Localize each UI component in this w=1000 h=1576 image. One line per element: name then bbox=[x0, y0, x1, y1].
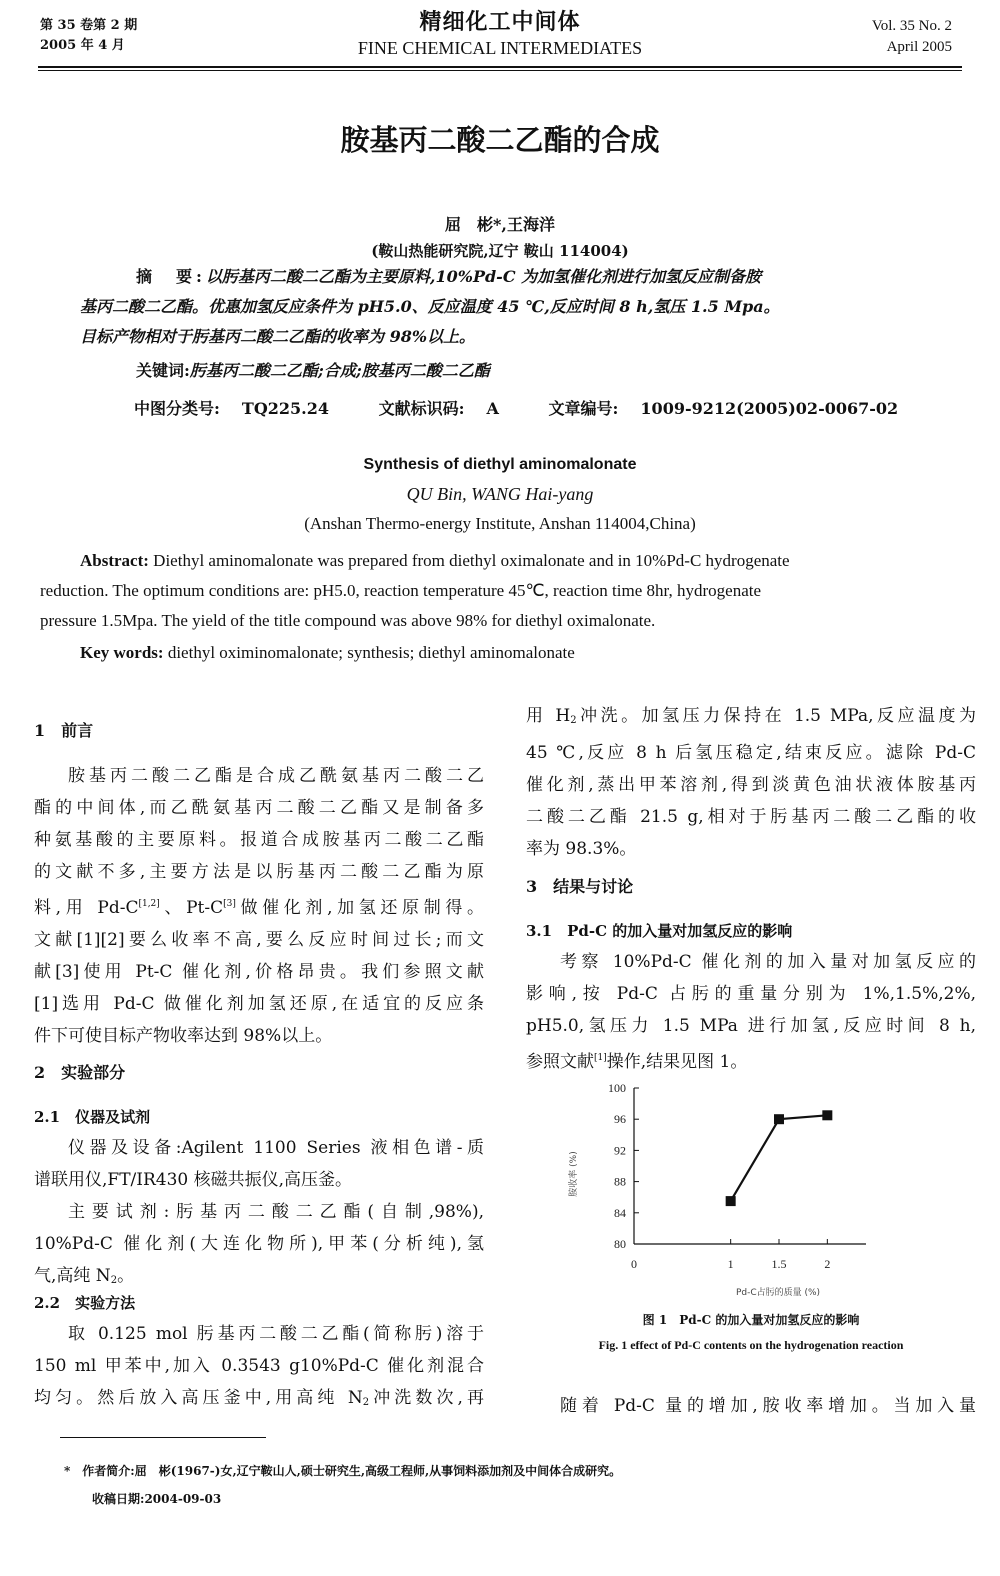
x-tick-label: 0 bbox=[631, 1257, 637, 1271]
section-2-2-heading: 2.2 实验方法 bbox=[34, 1294, 136, 1312]
data-point-marker bbox=[822, 1110, 832, 1120]
abstract-cn-label: 摘 要: bbox=[136, 267, 206, 286]
classification-line bbox=[134, 396, 942, 419]
x-tick-label: 2 bbox=[824, 1257, 831, 1271]
header-rule-thin bbox=[38, 70, 962, 71]
clc-number: 中图分类号: TQ225.24 bbox=[134, 399, 329, 418]
pd-c-amount-paragraph: 考察 10%Pd-C 催化剂的加入量对加氢反应的 影响,按 Pd-C 占肟的重量分别为 1%,1.5%,2%, pH5.0,氢压力 1.5 MPa 进行加氢,反应时间 8 h, 参照文献[1]操作,结果见图 1。 bbox=[526, 952, 976, 1072]
y-tick-label: 80 bbox=[614, 1237, 626, 1251]
header-date-en: April 2005 bbox=[886, 39, 952, 55]
abstract-en-line-2: reduction. The optimum conditions are: pH5.0, reaction temperature 45℃, reaction time 8hr, hydrogenate bbox=[40, 581, 762, 600]
authors-en: QU Bin, WANG Hai-yang bbox=[406, 484, 594, 504]
paper-title-en: Synthesis of diethyl aminomalonate bbox=[363, 456, 637, 473]
section-3-heading: 3 结果与讨论 bbox=[526, 877, 634, 896]
y-tick-label: 88 bbox=[614, 1174, 626, 1189]
figure-1-chart bbox=[560, 1076, 880, 1308]
intro-paragraph: 胺基丙二酸二乙酯是合成乙酰氨基丙二酸二乙 酯的中间体,而乙酰氨基丙二酸二乙酯又是制备多 种氨基酸的主要原料。报道合成胺基丙二酸二乙酯 的文献不多,主要方法是以肟基丙二酸二乙酯为原 料,用 Pd-C[1,2]、Pt-C[3]做催化剂,加氢还原制得。 文献[1][2]要么收率不高,要么反应时间过长;而文 献[3]使用 Pt-C 催化剂,价格昂贵。我们参照文献 [1]选用 Pd-C 做催化剂加氢还原,在适宜的反应条 件下可使目标产物收率达到 98%以上。 bbox=[34, 766, 484, 1046]
footnote-rule bbox=[60, 1437, 266, 1438]
section-1-heading: 1 前言 bbox=[34, 721, 94, 740]
chart-y-axis-label: 胺收率 (%) bbox=[569, 1151, 579, 1197]
header-volume-issue bbox=[40, 16, 137, 56]
header-date-cn: 2005 年 4 月 bbox=[40, 38, 125, 53]
keywords-cn: 关键词:肟基丙二酸二乙酯;合成;胺基丙二酸二乙酯 bbox=[136, 361, 490, 380]
header-rule-thick bbox=[38, 66, 962, 68]
y-tick-label: 100 bbox=[608, 1081, 626, 1095]
keywords-en-label: Key words: bbox=[80, 643, 164, 662]
chart-x-axis-label: Pd-C占肟的质量 (%) bbox=[735, 1288, 821, 1298]
x-tick-label: 1 bbox=[727, 1257, 734, 1271]
keywords-en: Key words: diethyl oximinomalonate; synthesis; diethyl aminomalonate bbox=[80, 643, 575, 662]
y-tick-label: 96 bbox=[614, 1112, 626, 1127]
document-code: 文献标识码: A bbox=[378, 399, 499, 418]
abstract-en-line-3: pressure 1.5Mpa. The yield of the title compound was above 98% for diethyl oximalonate. bbox=[40, 611, 656, 630]
section-2-heading: 2 实验部分 bbox=[34, 1063, 126, 1082]
header-vol-en: Vol. 35 No. 2 bbox=[871, 18, 952, 34]
abstract-en-line-1: Abstract: Diethyl aminomalonate was prepared from diethyl oximalonate and in 10%Pd-C hydrogenate bbox=[80, 551, 790, 570]
affiliation-en: (Anshan Thermo-energy Institute, Anshan 114004,China) bbox=[304, 514, 696, 533]
discussion-paragraph: 随着 Pd-C 量的增加,胺收率增加。当加入量 bbox=[560, 1396, 976, 1416]
figure-1-caption-en: Fig. 1 effect of Pd-C contents on the hydrogenation reaction bbox=[598, 1338, 904, 1352]
article-number: 文章编号: 1009-9212(2005)02-0067-02 bbox=[548, 399, 899, 418]
journal-name-cn: 精细化工中间体 bbox=[419, 9, 581, 35]
affiliation-cn: (鞍山热能研究院,辽宁 鞍山 114004) bbox=[371, 242, 629, 260]
received-date-footnote: 收稿日期:2004-09-03 bbox=[92, 1492, 222, 1506]
section-3-1-heading: 3.1 Pd-C 的加入量对加氢反应的影响 bbox=[526, 922, 793, 940]
x-tick-label: 1.5 bbox=[771, 1257, 787, 1271]
journal-name-en: FINE CHEMICAL INTERMEDIATES bbox=[357, 38, 643, 58]
series-line bbox=[731, 1115, 828, 1201]
abstract-cn-line-2: 基丙二酸二乙酯。优惠加氢反应条件为 pH5.0、反应温度 45 ℃,反应时间 8 h,氢压 1.5 Mpa。 bbox=[80, 297, 780, 316]
abstract-en-label: Abstract: bbox=[80, 551, 149, 570]
section-2-1-heading: 2.1 仪器及试剂 bbox=[34, 1108, 151, 1126]
paper-title-cn: 胺基丙二酸二乙酯的合成 bbox=[340, 123, 660, 157]
header-journal bbox=[300, 8, 700, 60]
abstract-cn-line-3: 目标产物相对于肟基丙二酸二乙酯的收率为 98%以上。 bbox=[80, 327, 476, 346]
method-paragraph: 取 0.125 mol 肟基丙二酸二乙酯(简称肟)溶于 150 ml 甲苯中,加入 0.3543 g10%Pd-C 催化剂混合 均匀。然后放入高压釜中,用高纯 $N_2$冲洗数次,再 bbox=[34, 1324, 484, 1408]
chart-series bbox=[726, 1110, 833, 1206]
instruments-paragraph: 仪器及设备:Agilent 1100 Series 液相色谱-质 谱联用仪,FT/IR430 核磁共振仪,高压釜。 主要试剂:肟基丙二酸二乙酯(自制,98%), 10%Pd-C 催化剂(大连化物所),甲苯(分析纯),氢 气,高纯 $N_2$。 bbox=[34, 1138, 484, 1286]
method-continued-paragraph: 用 $H_2$冲洗。加氢压力保持在 1.5 MPa,反应温度为 45 ℃,反应 8 h 后氢压稳定,结束反应。滤除 Pd-C 催化剂,蒸出甲苯溶剂,得到淡黄色油状液体胺基丙 二酸二乙酯 21.5 g,相对于肟基丙二酸二乙酯的收 率为 98.3%。 bbox=[526, 706, 977, 859]
header-volume-en bbox=[872, 16, 952, 58]
data-point-marker bbox=[774, 1114, 784, 1124]
abstract-cn-line-1: 摘 要:以肟基丙二酸二乙酯为主要原料,10%Pd-C 为加氢催化剂进行加氢反应制备胺 bbox=[136, 267, 762, 286]
authors-cn: 屈 彬*,王海洋 bbox=[445, 215, 555, 234]
author-bio-footnote: * 作者简介:屈 彬(1967-)女,辽宁鞍山人,硕士研究生,高级工程师,从事饲料添加剂及中间体合成研究。 bbox=[64, 1464, 622, 1478]
y-tick-label: 92 bbox=[614, 1143, 626, 1158]
data-point-marker bbox=[726, 1196, 736, 1206]
header-volume-cn: 第 35 卷第 2 期 bbox=[40, 18, 138, 33]
figure-1-caption-cn: 图 1 Pd-C 的加入量对加氢反应的影响 bbox=[642, 1313, 860, 1327]
keywords-cn-label: 关键词: bbox=[136, 361, 190, 380]
y-tick-label: 84 bbox=[614, 1205, 626, 1220]
